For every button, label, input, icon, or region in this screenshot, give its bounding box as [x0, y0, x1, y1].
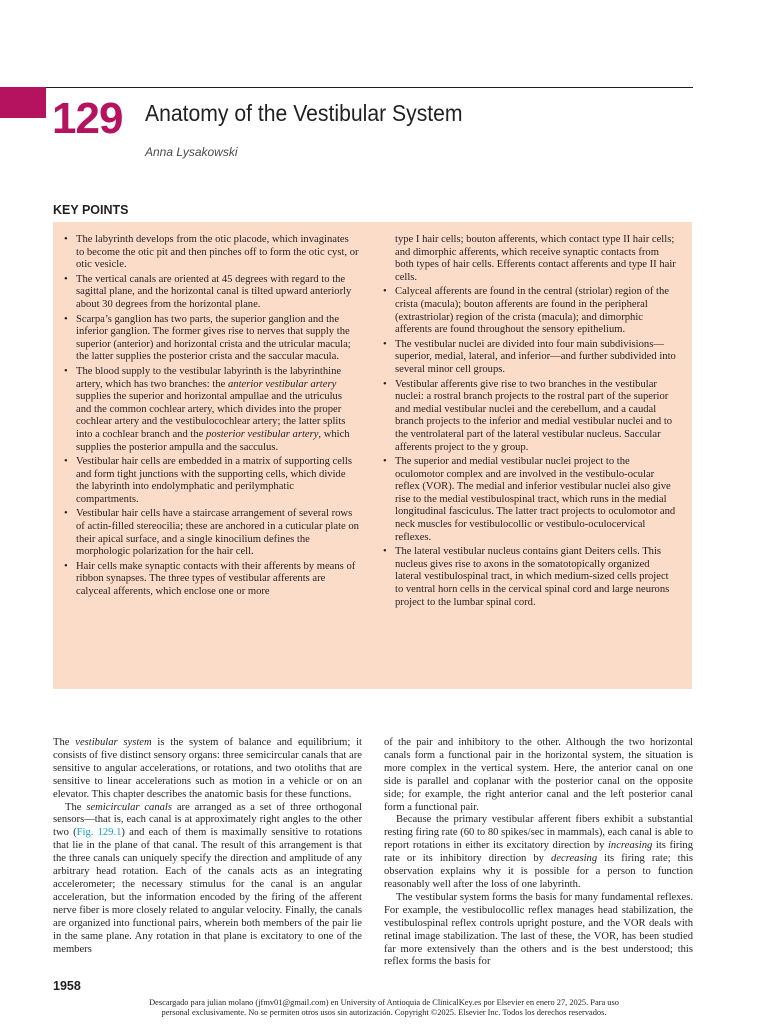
term-vestibular-system: vestibular system	[75, 737, 152, 748]
key-points-heading: KEY POINTS	[53, 203, 129, 217]
key-points-box	[53, 222, 692, 689]
term-decreasing: decreasing	[551, 853, 598, 865]
body-paragraph: The semicircular canals are arranged as a set of three orthogonal sensors—that is, each canal is at approximately right angles to the other two (Fig. 129.1) and each of them is maximally sensitive to rotations that lie in the plane of that canal. The result of this arrangement is that the three canals can uniquely specify the direction and amplitude of any arbitrary head rotation. Each of the canals acts as an integrating accelerometer; the necessary stimulus for the canal is an angular acceleration, but the information encoded by the firing of the afferent nerve fiber is more closely related to angular velocity. Finally, the canals are organized into functional pairs, wherein both members of the pair lie in the same plane. Any rotation in that plane is excitatory to one of the members	[53, 801, 362, 955]
key-points-right-column	[382, 234, 678, 611]
key-points-left-column	[63, 234, 359, 601]
term-anterior-vestibular-artery: anterior vestibular artery	[228, 378, 337, 390]
body-paragraph: The vestibular system is the system of balance and equilibrium; it consists of five distinct sensory organs: three semicircular canals that are sensitive to angular accelerations, or rotations, and two otoliths that are sensitive to linear accelerations such as motion in a vehicle or on an elevator. This chapter describes the anatomic basis for these functions.	[53, 737, 362, 800]
key-point-item: • The vestibular nuclei are divided into four main subdivisions—superior, medial, lateral, and inferior—and further subdivided into several minor cell groups.	[383, 338, 676, 375]
key-point-item: • Vestibular hair cells have a staircase arrangement of several rows of actin-filled stereocilia; these are anchored in a cuticular plate on their apical surface, and a single kinocilium defines the morphologic polarization for the hair cell.	[64, 508, 359, 558]
key-point-item: • The labyrinth develops from the otic placode, which invaginates to become the otic pit and then pinches off to form the otic cyst, or otic vesicle.	[64, 234, 359, 271]
key-point-item: • The vertical canals are oriented at 45 degrees with regard to the sagittal plane, and the horizontal canal is tilted upward anteriorly about 30 degrees from the horizontal plane.	[64, 273, 352, 310]
page-number: 1958	[53, 979, 81, 993]
figure-reference-link[interactable]: Fig. 129.1	[76, 827, 122, 839]
key-point-item: • The lateral vestibular nucleus contains giant Deiters cells. This nucleus gives rise to axons in the somatotopically organized lateral vestibulospinal tract, in which medium-sized cells project to ventral horn cells in the cervical spinal cord and large neurons project to the lumbar spinal cord.	[383, 546, 670, 608]
key-point-item: • Scarpa’s ganglion has two parts, the superior ganglion and the inferior ganglion. The former gives rise to nerves that supply the superior (anterior) and horizontal crista and the utricular macula; the latter supplies the posterior crista and the saccular macula.	[64, 313, 351, 363]
chapter-title: Anatomy of the Vestibular System	[145, 100, 463, 126]
key-point-item: • The blood supply to the vestibular labyrinth is the labyrinthine artery, which has two branches: the anterior vestibular artery supplies the superior and horizontal ampullae and the utriculus and the common cochlear artery, which divides into the proper cochlear artery and the vestibulocochlear artery; the latter splits into a cochlear branch and the posterior vestibular artery, which supplies the posterior ampulla and the sacculus.	[64, 365, 350, 453]
body-right-column	[384, 737, 693, 969]
key-point-continuation: type I hair cells; bouton afferents, which contact type II hair cells; and dimorphic afferents, which receive synaptic contacts from both types of hair cells. Efferents contact afferents and type II hair cells.	[395, 234, 676, 283]
body-paragraph: Because the primary vestibular afferent fibers exhibit a substantial resting firing rate (60 to 80 spikes/sec in mammals), each canal is able to report rotations in either its excitatory direction by increasing its firing rate or its inhibitory direction by decreasing its firing rate; this observation explains why it is possible for a person to function reasonably well after the loss of one labyrinth.	[384, 814, 693, 890]
author-name: Anna Lysakowski	[145, 145, 238, 159]
body-left-column	[53, 737, 362, 956]
body-paragraph: The vestibular system forms the basis for many fundamental reflexes. For example, the vestibulocollic reflex manages head stabilization, the vestibulospinal reflex controls upright posture, and the VOR deals with retinal image stabilization. The last of these, the VOR, has been studied far more extensively than the others and is the best understood; this reflex forms the basis for	[384, 891, 693, 968]
term-semicircular-canals: semicircular canals	[86, 801, 172, 813]
key-point-item: • Vestibular afferents give rise to two branches in the vestibular nuclei: a rostral branch projects to the rostral part of the superior and medial vestibular nuclei and the cerebellum, and a caudal branch projects to the inferior and medial vestibular nuclei and to the ventrolateral part of the lateral vestibular nucleus. Saccular afferents project to the y group.	[383, 378, 673, 453]
body-paragraph: of the pair and inhibitory to the other. Although the two horizontal canals form a functional pair in the horizontal system, the situation is more complex in the vertical system. Here, the anterior canal on one side is parallel and coplanar with the posterior canal on the opposite side; for example, the right anterior canal and the left posterior canal form a functional pair.	[384, 737, 693, 813]
header-rule	[46, 87, 693, 88]
download-notice-line: Descargado para julian molano (jfmv01@gmail.com) en University of Antioquia de ClinicalKey.es por Elsevier en enero 27, 2025. Para uso	[149, 998, 619, 1007]
chapter-number: 129	[52, 94, 123, 143]
term-posterior-vestibular-artery: posterior vestibular artery	[206, 428, 319, 440]
key-point-item: • Calyceal afferents are found in the central (striolar) region of the crista (macula); bouton afferents are found in the peripheral (extrastriolar) region of the crista (macula); and dimorphic afferents are found throughout the sensory epithelium.	[383, 286, 669, 336]
download-notice-line: personal exclusivamente. No se permiten otros usos sin autorización. Copyright ©2025. Elsevier Inc. Todos los derechos reservados.	[161, 1008, 607, 1017]
key-point-item: • The superior and medial vestibular nuclei project to the oculomotor complex and are involved in the vestibulo-ocular reflex (VOR). The medial and inferior vestibular nuclei also give rise to the medial vestibulospinal tract, which runs in the medial longitudinal fasciculus. The latter tract projects to oculomotor and neck muscles for vestibulocollic or vestibulo-oculocervical reflexes.	[383, 456, 676, 543]
download-notice	[80, 998, 688, 1018]
key-point-item: • Vestibular hair cells are embedded in a matrix of supporting cells and form tight junctions with the supporting cells, which divide the labyrinth into endolymphatic and perilymphatic compartments.	[64, 456, 352, 505]
chapter-accent-bar	[0, 87, 46, 118]
term-increasing: increasing	[607, 840, 653, 852]
key-point-item: • Hair cells make synaptic contacts with their afferents by means of ribbon synapses. The three types of vestibular afferents are calyceal afferents, which enclose one or more	[64, 560, 356, 598]
